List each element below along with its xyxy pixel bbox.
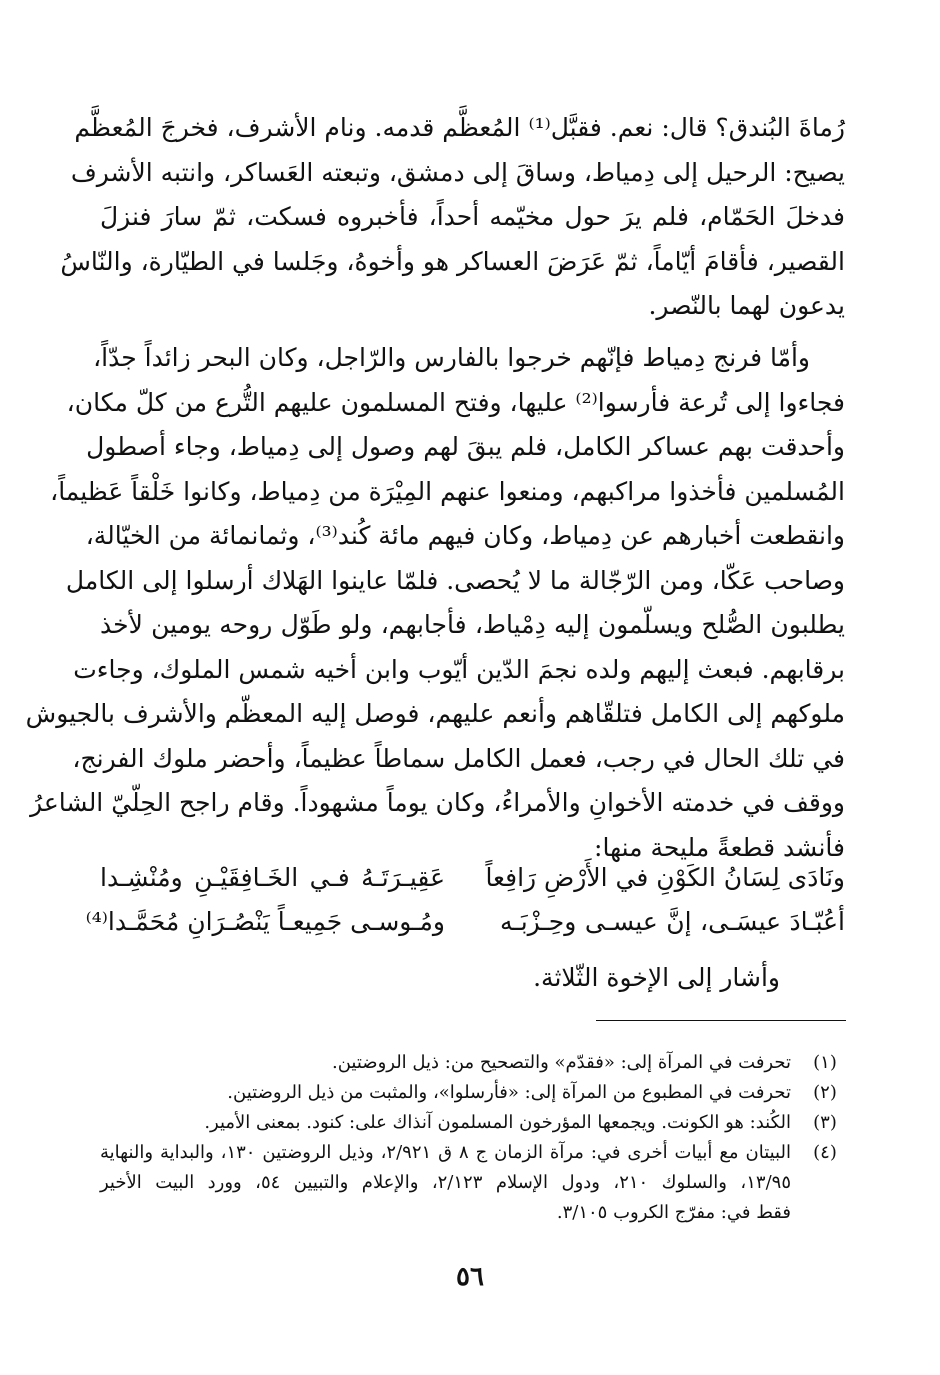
footnote-line: تحرفت في المرآة إلى: «فقدّم» والتصحيح من: ذيل الروضتين. — [332, 1052, 791, 1073]
text-line: ووقف في خدمته الأخوانِ والأمراءُ، وكان يوماً مشهوداً. وقام راجح الحِلّيّ الشاعرُ — [30, 788, 845, 817]
footnote-line: البيتان مع أبيات أخرى في: مرآة الزمان ج ٨ ق ٢/٩٢١، وذيل الروضتين ١٣٠، والبداية والنهاية — [100, 1142, 791, 1163]
footnote — [100, 1108, 845, 1138]
footnote-text — [100, 1108, 791, 1138]
footnote-text — [100, 1048, 791, 1078]
footnote-number: (٢) — [813, 1082, 837, 1103]
paragraph-2 — [25, 336, 845, 870]
text-line: برقابهم. فبعث إليهم ولده نجمَ الدّين أيّوب وابن أخيه شمس الملوك، وجاءت — [73, 654, 845, 684]
text-line: وأحدقت بهم عساكر الكامل، فلم يبقَ لهم وصول إلى دِمياط، وجاء أصطول — [86, 432, 845, 461]
text-line: وانقطعت أخبارهم عن دِمياط، وكان فيهم مائة كُند⁽³⁾، وثمانمائة من الخيّالة، — [85, 521, 845, 550]
text-line: وأمّا فرنج دِمياط فإنّهم خرجوا بالفارس والرّاجل، وكان البحر زائداً جدّاً، — [93, 343, 810, 372]
footnote — [100, 1138, 845, 1228]
footnote — [100, 1048, 845, 1078]
footnote-number: (٤) — [813, 1142, 837, 1163]
footnote-text — [100, 1078, 791, 1108]
text-line: فدخلَ الحَمّام، فلم يرَ حول مخيّمه أحداً، فأخبروه فسكت، ثمّ سارَ فنزلَ — [100, 202, 845, 231]
text-line: في تلك الحال في رجب، فعمل الكامل سماطاً عظيماً، وأحضر ملوك الفرنج، — [72, 743, 845, 773]
poem — [85, 856, 845, 944]
footnote-line: تحرفت في المطبوع من المرآة إلى: «فأرسلوا»، والمثبت من ذيل الروضتين. — [227, 1082, 791, 1103]
footnote-divider — [596, 1020, 846, 1021]
text-line: يصيح: الرحيل إلى دِمياط، وساقَ إلى دمشق، وتبعته العَساكر، وانتبه الأشرف — [70, 157, 845, 187]
text-line: ملوكهم إلى الكامل فتلقّاهم وأنعم عليهم، فوصل إليه المعظّم والأشرف بالجيوش — [25, 699, 845, 728]
footnote-line: فقط في: مفرّج الكروب ٣/١٠٥. — [556, 1202, 791, 1223]
footnote-line: ١٣/٩٥، والسلوك ٢١٠، ودول الإسلام ٢/١٢٣، والإعلام والتبيين ٥٤، وورد البيت الأخير — [100, 1172, 791, 1193]
text-line: رُماةَ البُندق؟ قال: نعم. فقبَّل⁽¹⁾ المُعظَّم قدمه. ونام الأشرف، فخرجَ المُعظَّم — [74, 113, 845, 142]
text-line: وصاحب عَكّا، ومن الرّجّالة ما لا يُحصى. فلمّا عاينوا الهَلاك أرسلوا إلى الكامل — [65, 565, 845, 595]
text-line: القصير، فأقامَ أيّاماً، ثمّ عَرَضَ العساكر هو وأخوهُ، وجَلسا في الطيّارة، والنّاسُ — [60, 246, 845, 276]
footnotes — [100, 1048, 845, 1228]
poem-verse — [100, 856, 845, 900]
poem-hemistich: ونَادَى لِسَانُ الكَوْنِ في الأَرْضِ رَافِعاً — [485, 863, 845, 892]
footnote-number: (٣) — [813, 1112, 837, 1133]
page-number: ٥٦ — [456, 1262, 484, 1292]
footnote-text — [100, 1138, 791, 1228]
after-poem-line: وأشار إلى الإخوة الثّلاثة. — [533, 963, 780, 992]
text-line: فجاءوا إلى تُرعة فأرسوا⁽²⁾ عليها، وفتح المسلمون عليهم التُّرع من كلّ مكان، — [66, 387, 845, 417]
footnote-number: (١) — [813, 1052, 837, 1073]
text-line: يدعون لهما بالنّصر. — [648, 291, 845, 320]
text-line: المُسلمين فأخذوا مراكبهم، ومنعوا عنهم المِيْرَة من دِمياط، وكانوا خَلْقاً عَظيماً، — [50, 476, 845, 506]
footnote-line: الكُند: هو الكونت. ويجمعها المؤرخون المسلمون آنذاك على: كنود. بمعنى الأمير. — [204, 1112, 791, 1133]
poem-hemistich: أعُبّـادَ عيسَـى، إنَّ عيسـى وحِـزْبَـه — [500, 907, 845, 936]
poem-hemistich: ومُـوسـى جَمِيعـاً يَنْصُـرَانِ مُحَمَّـدا⁽⁴⁾ — [85, 907, 445, 936]
text-line: يطلبون الصُّلح ويسلّمون إليه دِمْياط، فأجابهم، ولو طَوّل روحه يومين لأخذ — [100, 610, 845, 639]
poem-hemistich: عَقِيـرَتَـهُ فـي الخَـافِقَيْـنِ ومُنْشِـدا — [100, 863, 445, 892]
paragraph-1 — [60, 106, 845, 329]
footnote — [100, 1078, 845, 1108]
text-line: فأنشد قطعةً مليحة منها: — [594, 832, 845, 862]
poem-verse — [85, 900, 845, 944]
